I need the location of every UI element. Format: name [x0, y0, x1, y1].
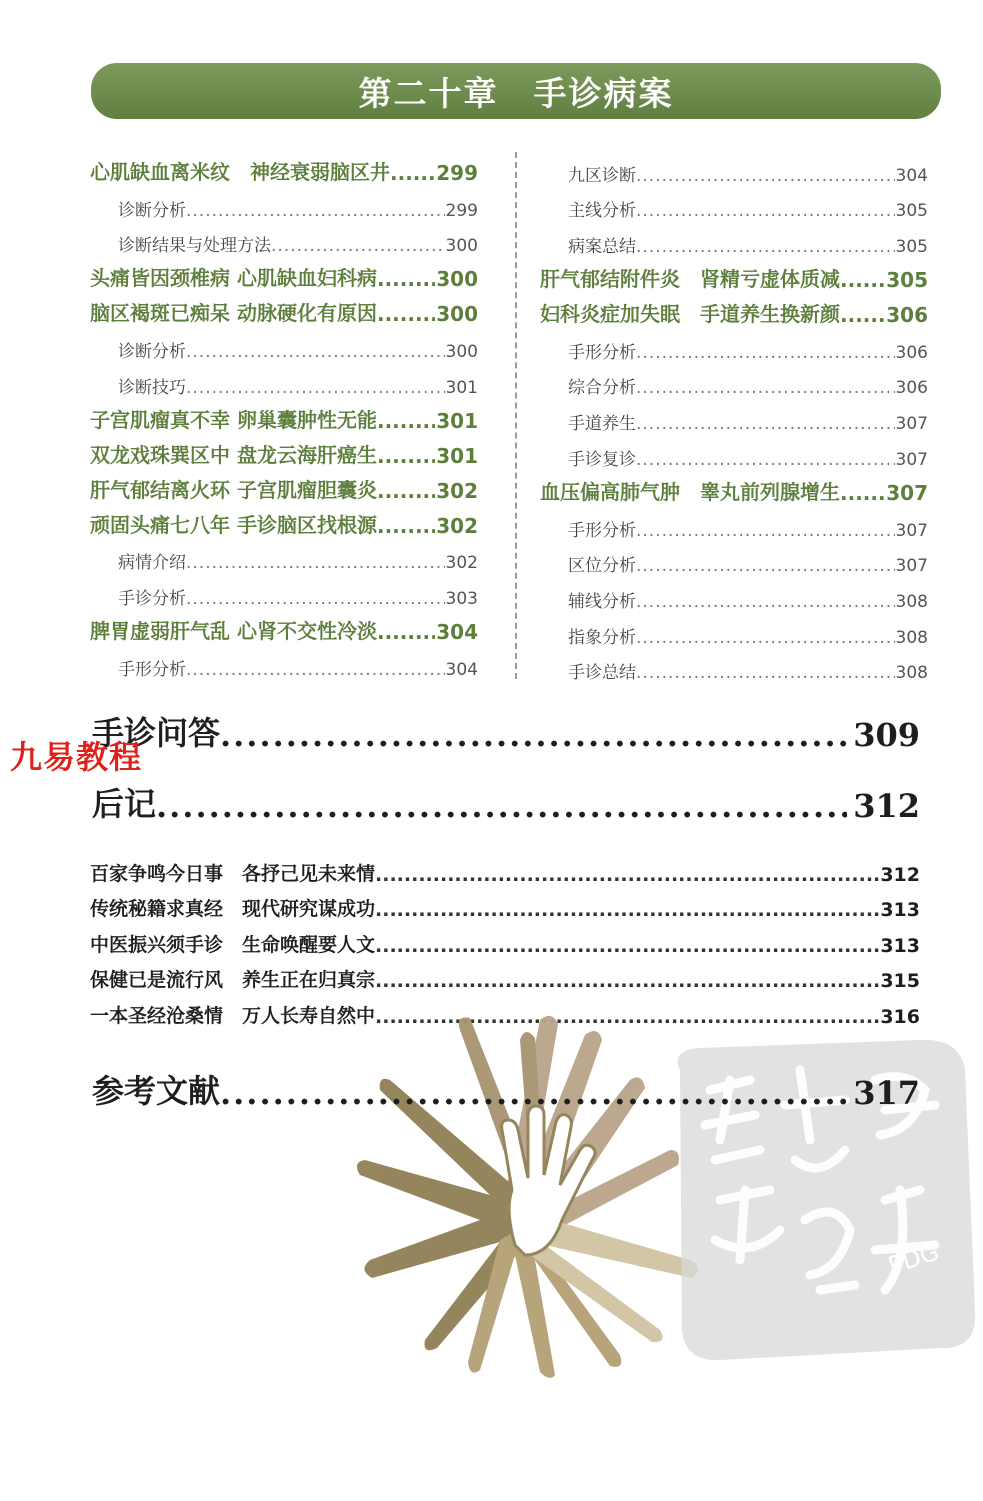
- leader-dots: [636, 343, 895, 363]
- references-title: 参考文献: [92, 1072, 221, 1110]
- toc-entry-title: 手形分析: [568, 342, 636, 363]
- toc-entry[interactable]: [90, 256, 478, 291]
- leader-dots: [186, 378, 445, 398]
- toc-entry-page: 305: [886, 268, 928, 293]
- qa-title: 手诊问答: [92, 714, 221, 752]
- toc-entry-title: 中医振兴须手诊 生命唤醒要人文: [90, 933, 376, 956]
- toc-entry-title: 顽固头痛七八年 手诊脑区找根源: [90, 512, 377, 537]
- toc-entry[interactable]: [90, 850, 920, 886]
- toc-entry[interactable]: [540, 612, 928, 648]
- qa-page: 309: [853, 716, 920, 754]
- toc-entry-page: 306: [886, 303, 928, 328]
- leader-dots: [220, 1074, 847, 1112]
- toc-entry-page: 308: [895, 627, 928, 648]
- toc-entry-title: 心肌缺血离米纹 神经衰弱脑区井: [90, 160, 390, 184]
- toc-entry-title: 肝气郁结附件炎 肾精亏虚体质减: [540, 267, 840, 292]
- toc-entry-title: 手形分析: [568, 520, 636, 541]
- toc-entry-page: 300: [445, 236, 478, 257]
- leader-dots: [186, 553, 445, 573]
- toc-entry-title: 主线分析: [568, 201, 636, 222]
- toc-entry-title: 区位分析: [568, 556, 636, 577]
- toc-entry[interactable]: [540, 186, 928, 222]
- toc-entry-page: 307: [895, 520, 928, 541]
- toc-entry-postscript[interactable]: [92, 779, 920, 825]
- toc-entry[interactable]: [90, 185, 478, 221]
- toc-entry[interactable]: [90, 921, 920, 957]
- toc-entry-page: 307: [895, 414, 928, 435]
- leader-dots: [377, 302, 435, 326]
- toc-entry-title: 病案总结: [568, 237, 636, 258]
- leader-dots: [840, 481, 885, 505]
- toc-entry[interactable]: [90, 609, 478, 644]
- toc-entry-title: 脑区褐斑已痴呆 动脉硬化有原因: [90, 301, 377, 326]
- leader-dots: [375, 935, 879, 957]
- toc-entry-title: 百家争鸣今日事 各抒己见未来情: [90, 862, 376, 885]
- leader-dots: [377, 479, 435, 503]
- toc-entry[interactable]: [90, 538, 478, 574]
- leader-dots: [375, 864, 879, 886]
- toc-entry-title: 头痛皆因颈椎病 心肌缺血妇科病: [90, 266, 377, 291]
- leader-dots: [271, 236, 445, 256]
- chapter-banner: [91, 63, 941, 119]
- leader-dots: [636, 663, 895, 683]
- leader-dots: [377, 514, 435, 538]
- toc-entry-page: 300: [436, 302, 478, 327]
- toc-entry[interactable]: [90, 291, 478, 326]
- toc-entry-title: 子宫肌瘤真不幸 卵巢囊肿性无能: [90, 407, 377, 432]
- leader-dots: [840, 303, 885, 327]
- toc-entry-page: 307: [895, 556, 928, 577]
- toc-entry[interactable]: [540, 470, 928, 505]
- toc-entry[interactable]: [540, 648, 928, 684]
- toc-entry-title: 肝气郁结离火环 子宫肌瘤胆囊炎: [90, 477, 377, 502]
- toc-entry-page: 302: [445, 553, 478, 574]
- leader-dots: [377, 409, 435, 433]
- toc-entry[interactable]: [540, 576, 928, 612]
- toc-entry-title: 手诊复诊: [568, 449, 636, 470]
- toc-entry-page: 301: [436, 443, 478, 468]
- toc-entry-page: 304: [436, 620, 478, 645]
- leader-dots: [377, 267, 435, 291]
- toc-entry-title: 妇科炎症加失眠 手道养生换新颜: [540, 302, 840, 327]
- leader-dots: [636, 237, 895, 257]
- toc-entry[interactable]: [90, 398, 478, 433]
- toc-entry-page: 301: [445, 377, 478, 398]
- toc-entry-page: 313: [880, 899, 920, 922]
- toc-entry-title: 手诊总结: [568, 663, 636, 684]
- toc-entry-page: 305: [895, 237, 928, 258]
- toc-entry[interactable]: [90, 433, 478, 468]
- toc-entry[interactable]: [90, 886, 920, 922]
- toc-entry[interactable]: [540, 292, 928, 327]
- toc-entry-page: 305: [895, 201, 928, 222]
- toc-entry-page: 308: [895, 663, 928, 684]
- chapter-title: 第二十章 手诊病案: [358, 73, 674, 113]
- toc-entry[interactable]: [540, 434, 928, 470]
- toc-entry-page: 300: [445, 342, 478, 363]
- leader-dots: [377, 444, 435, 468]
- toc-entry-page: 306: [895, 378, 928, 399]
- leader-dots: [636, 166, 895, 186]
- toc-entry[interactable]: [90, 957, 920, 993]
- leader-dots: [377, 620, 435, 644]
- leader-dots: [186, 201, 445, 221]
- toc-entry-page: 308: [895, 591, 928, 612]
- toc-entry[interactable]: [540, 363, 928, 399]
- toc-entry-title: 九区诊断: [568, 165, 636, 186]
- postscript-page: 312: [853, 787, 920, 825]
- leader-dots: [186, 342, 445, 362]
- leader-dots: [375, 970, 879, 992]
- watermark-text: 九易教程: [10, 738, 143, 776]
- toc-entry-references[interactable]: [92, 1066, 920, 1112]
- toc-entry-page: 315: [880, 970, 920, 993]
- toc-entry-page: 313: [880, 934, 920, 957]
- toc-entry-title: 指象分析: [568, 627, 636, 648]
- toc-entry-title: 保健已是流行风 养生正在归真宗: [90, 969, 376, 992]
- toc-entry-title: 综合分析: [568, 378, 636, 399]
- toc-entry[interactable]: [540, 327, 928, 363]
- toc-entry-title: 诊断分析: [118, 342, 186, 363]
- toc-right-column: [540, 150, 928, 683]
- toc-entry[interactable]: [540, 257, 928, 292]
- toc-entry-title: 脾胃虚弱肝气乱 心肾不交性冷淡: [90, 619, 377, 644]
- toc-entry[interactable]: [540, 398, 928, 434]
- toc-entry[interactable]: [540, 505, 928, 541]
- toc-entry-qa[interactable]: [92, 708, 920, 754]
- leader-dots: [186, 589, 445, 609]
- toc-entry-title: 传统秘籍求真经 现代研究谋成功: [90, 898, 376, 921]
- toc-entry-title: 诊断技巧: [118, 377, 186, 398]
- leader-dots: [636, 556, 895, 576]
- leader-dots: [840, 268, 885, 292]
- toc-left-column: [90, 150, 478, 680]
- leader-dots: [636, 450, 895, 470]
- seal-label: PDG: [884, 1237, 943, 1281]
- postscript-list: [90, 850, 920, 1028]
- toc-entry-page: 303: [445, 589, 478, 610]
- toc-entry[interactable]: [90, 644, 478, 680]
- column-divider: [515, 152, 517, 679]
- leader-dots: [156, 787, 847, 825]
- toc-entry-page: 302: [436, 513, 478, 538]
- toc-entry-title: 诊断分析: [118, 200, 186, 221]
- toc-entry-page: 299: [436, 161, 478, 185]
- leader-dots: [636, 414, 895, 434]
- toc-entry-page: 306: [895, 342, 928, 363]
- toc-entry-title: 手形分析: [118, 659, 186, 680]
- toc-entry-page: 300: [436, 267, 478, 292]
- toc-entry-title: 辅线分析: [568, 591, 636, 612]
- leader-dots: [636, 628, 895, 648]
- postscript-title: 后记: [92, 785, 157, 823]
- toc-entry-page: 316: [880, 1005, 920, 1028]
- toc-entry-title: 双龙戏珠巽区中 盘龙云海肝癌生: [90, 442, 377, 467]
- toc-entry-page: 307: [886, 480, 928, 505]
- toc-entry-page: 304: [445, 659, 478, 680]
- leader-dots: [186, 660, 445, 680]
- leader-dots: [636, 201, 895, 221]
- toc-entry[interactable]: [540, 221, 928, 257]
- toc-entry[interactable]: [90, 468, 478, 503]
- toc-entry[interactable]: [540, 150, 928, 186]
- toc-entry[interactable]: [90, 150, 478, 185]
- leader-dots: [636, 592, 895, 612]
- toc-entry-page: 307: [895, 449, 928, 470]
- leader-dots: [220, 716, 847, 754]
- leader-dots: [375, 899, 879, 921]
- toc-entry-page: 302: [436, 478, 478, 503]
- toc-entry-title: 病情介绍: [118, 553, 186, 574]
- references-page: 317: [853, 1074, 920, 1112]
- toc-entry[interactable]: [90, 221, 478, 257]
- toc-entry-page: 299: [445, 200, 478, 221]
- leader-dots: [636, 378, 895, 398]
- toc-entry[interactable]: [90, 503, 478, 538]
- toc-entry-title: 血压偏高肺气肿 睾丸前列腺增生: [540, 479, 840, 504]
- toc-entry[interactable]: [540, 541, 928, 577]
- toc-entry[interactable]: [90, 362, 478, 398]
- toc-entry[interactable]: [90, 573, 478, 609]
- toc-entry-title: 手道养生: [568, 414, 636, 435]
- leader-dots: [636, 521, 895, 541]
- toc-entry-title: 诊断结果与处理方法: [118, 236, 271, 257]
- toc-entry-title: 一本圣经沧桑情 万人长寿自然中: [90, 1004, 376, 1027]
- toc-entry-page: 312: [880, 863, 920, 886]
- toc-entry-page: 301: [436, 408, 478, 433]
- toc-entry-page: 304: [895, 165, 928, 186]
- toc-entry-title: 手诊分析: [118, 589, 186, 610]
- toc-entry[interactable]: [90, 326, 478, 362]
- leader-dots: [390, 161, 435, 185]
